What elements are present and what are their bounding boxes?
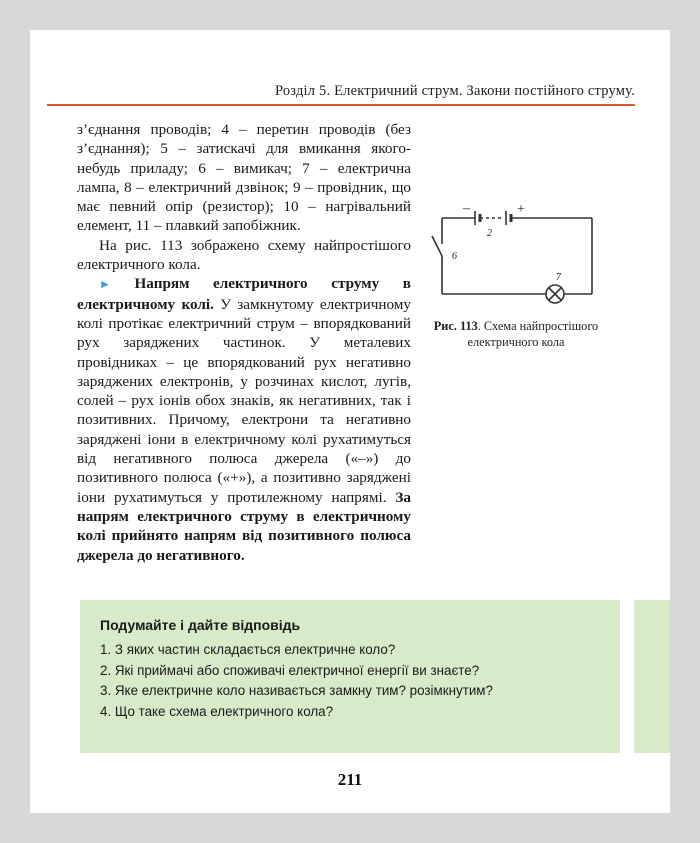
page-number: 211 [337,770,363,789]
header-rule [47,104,635,106]
switch-number-label: 6 [452,251,457,262]
running-title: Розділ 5. Електричний струм. Закони постійного струму. [274,83,635,99]
question-item: 4. Що таке схема електричного кола? [100,703,334,719]
arrow-icon: ► [99,277,111,292]
current-direction-definition: За напрям електричного струму в електричному колі прийнято напрям від позитивного полюса джерела до негативного. [77,488,411,564]
paragraph-1: з’єднання проводів; 4 – перетин проводів (без з’єднання); 5 – затискачі для вмикання якого-небудь приладу; 6 – вимикач; 7 – електрична лампа, 8 – електричний дзвінок; 9 – провідник, що має певний опір (резистор); 10 – нагрівальний елемент, 11 – плавкий запобіжник. [77,121,411,235]
plus-label: + [517,202,525,217]
minus-label: – [463,201,470,216]
questions-side-tab [634,600,670,753]
paragraph-3 [77,274,411,564]
questions-list [100,640,493,722]
section-heading: Напрям електричного струму в електричному колі. [77,275,411,313]
lamp-number-label: 7 [556,272,561,283]
page-header [47,60,635,106]
question-item: 1. З яких частин складається електричне коло? [100,642,396,657]
figure-number: Рис. 113 [433,319,478,333]
questions-title: Подумайте і дайте відповідь [100,617,301,633]
switch-blade [432,236,442,256]
figure-caption-text: . Схема найпростішого електричного кола [467,319,599,349]
main-text [77,120,411,565]
question-item: 3. Яке електричне коло називається замкну тим? розімкнутим? [100,683,493,698]
figure-caption [428,318,604,350]
paragraph-3-body: У замкнутому електричному колі протікає електричний струм – впорядкований рух заряджених частинок. У металевих провідниках – це впорядкований рух негативно заряджених електронів, у розчинах кислот, лугів, солей – рух іонів обох знаків, як негативних, так і позитивних. Причому, електрони та негативно заряджені іони в електричному колі рухатимуться від негативного полюса джерела («–») до позитивного полюса («+»), а позитивно заряджені іони рухатимуться у протилежному напрямі. [77,295,411,506]
battery-number-label: 2 [487,228,492,239]
paragraph-2: На рис. 113 зображено схему найпростішого електричного кола. [77,236,411,274]
question-item: 2. Які приймачі або споживачі електричної енергії ви знаєте? [100,662,480,678]
